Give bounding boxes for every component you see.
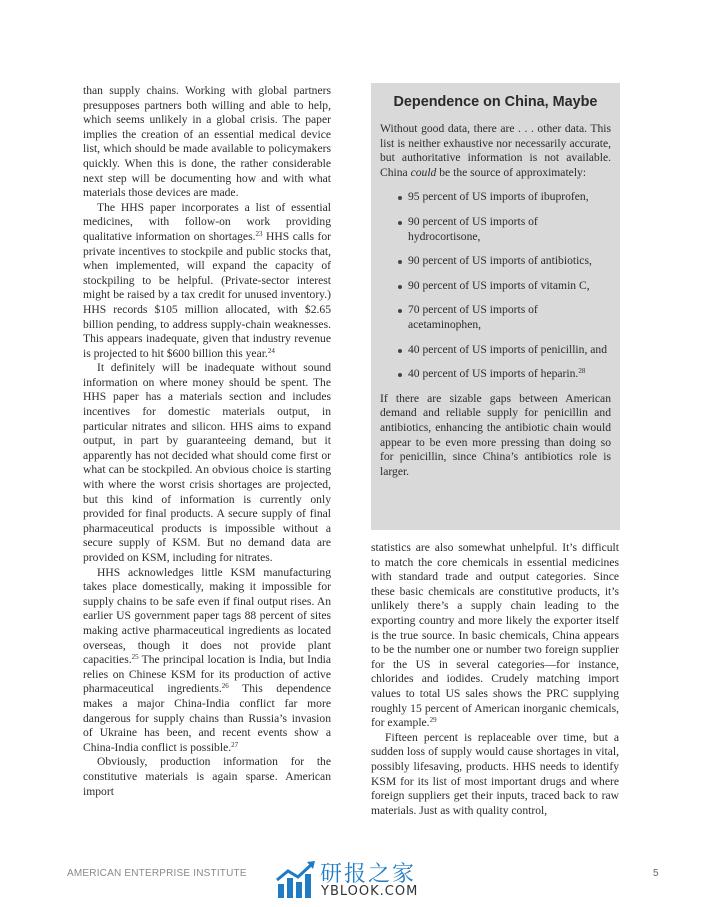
footer-organization: AMERICAN ENTERPRISE INSTITUTE [67,868,247,879]
list-item [399,279,611,294]
footnote-ref[interactable]: 24 [267,346,275,355]
bullet-icon [398,373,402,377]
sidebar-closing: If there are sizable gaps between American demand and reliable supply for penicillin and antibiotics, enhancing the antibiotic chain would appear to be even more pressing than doing so for penicillin, since China’s antibiotics role is larger. [380,391,611,478]
intro-emphasis: could [410,165,437,179]
list-item-text: 90 percent of US imports of hydrocortisone, [408,214,538,243]
left-column [83,84,331,799]
paragraph-text: This dependence makes a major China-India conflict far more dangerous for supply chains than Russia’s invasion of Ukraine has been, and recent events show a China-India conflict is possible. [83,682,331,754]
watermark-logo [276,856,436,902]
list-item [399,303,611,332]
paragraph-text: HHS acknowledges little KSM manufacturing takes place domestically, making it impossible for supply chains to be safe even if final output rises. An earlier US government paper tags 88 percent of sites making active pharmaceutical ingredients as located overseas, though it does not provide plant capacities. [83,565,331,667]
page-number: 5 [653,868,659,879]
footnote-ref[interactable]: 29 [429,716,437,725]
bullet-icon [398,196,402,200]
list-item [399,343,611,358]
bullet-icon [398,285,402,289]
intro-text: Without good data, there are . . . other data. This list is neither exhaustive nor necessarily accurate, but authoritative information is not available. China [380,122,611,179]
watermark-chinese-text: 研报之家 [320,862,417,887]
paragraph-text: It definitely will be inadequate without sound information on where money should be spent. The HHS paper has a materials section and includes incentives for domestic materials output, in particular nitrates and silicon. HHS aims to expand output, in part by guaranteeing demand, but it apparently has not decided what should come first or what can be stockpiled. An obvious choice is starting with where the worst crisis shortages are projected, but this kind of information is currently only provided for final products. A secure supply of final pharmaceutical products is impossible without a secure supply of KSM. But no demand data are provided on KSM, including for nitrates. [83,361,331,564]
list-item-text: 90 percent of US imports of vitamin C, [408,278,590,292]
footnote-ref[interactable]: 26 [221,682,229,691]
paragraph-text: statistics are also somewhat unhelpful. It’s difficult to match the core chemicals in essential medicines with standard trade and output categories. Since these basic chemicals are constitutive products, it’s unlikely there’s a supply chain leading to the exporting country and more likely the exporter itself is the true source. In basic chemicals, China appears to be the number one or number two foreign supplier for the US in several categories—for instance, chlorides and iodides. Crudely matching import values to total US sales shows the PRC supplying roughly 15 percent of American inorganic chemicals, for example. [371,541,619,730]
list-item [399,254,611,269]
bullet-icon [398,260,402,264]
bullet-icon [398,309,402,313]
footnote-ref[interactable]: 27 [231,740,239,749]
intro-text: be the source of approximately: [436,165,587,179]
bar-chart-arrow-icon [276,860,316,898]
paragraph [371,731,619,819]
paragraph-text: The HHS paper incorporates a list of essential medicines, with follow-on work providing qualitative information on shortages. [83,200,331,243]
bullet-icon [398,349,402,353]
paragraph [83,566,331,756]
list-item [399,190,611,205]
paragraph-text: HHS calls for private incentives to stockpile and public stocks that, when implemented, will expand the capacity of stockpiling to be helpful. (Private-sector interest might be raised by a tax credit for unused inventory.) HHS records $105 million allocated, with $2.65 billion pending, to address supply-chain weaknesses. This appears inadequate, given that industry revenue is projected to hit $600 billion this year. [83,229,331,360]
paragraph-text: Fifteen percent is replaceable over time, but a sudden loss of supply would cause shortages in vital, possibly lifesaving, products. HHS needs to identify KSM for its list of most important drugs and where foreign suppliers get their inputs, traced back to raw materials. Just as with quality control, [371,730,619,817]
list-item-text: 70 percent of US imports of acetaminophen, [408,303,538,331]
sidebar-intro [380,122,611,180]
list-item-text: 95 percent of US imports of ibuprofen, [408,190,589,204]
watermark-english-text: YBLOOK.COM [321,884,419,899]
paragraph [83,201,331,362]
sidebar-box [371,83,620,530]
list-item-text: 40 percent of US imports of heparin. [408,367,579,381]
sidebar-list [380,190,611,381]
paragraph-text: The principal location is India, but India relies on Chinese KSM for its production of active pharmaceutical ingredients. [83,653,331,696]
bullet-icon [398,221,402,225]
paragraph [83,84,331,201]
list-item [399,367,611,382]
footnote-ref[interactable]: 25 [131,653,139,662]
paragraph-text: than supply chains. Working with global partners presupposes partners both willing and able to help, which seems unlikely in a global crisis. The paper implies the creation of an essential medical device list, which should be made available to policymakers quickly. When this is done, the rather considerable next step will be documenting how and with what materials those devices are made. [83,84,331,200]
paragraph [371,541,619,731]
list-item [399,215,611,244]
paragraph [83,361,331,565]
footnote-ref[interactable]: 28 [578,367,586,376]
list-item-text: 90 percent of US imports of antibiotics, [408,254,592,268]
footnote-ref[interactable]: 23 [255,229,263,238]
sidebar-title: Dependence on China, Maybe [393,94,598,110]
paragraph-text: Obviously, production information for the constitutive materials is again sparse. American import [83,755,331,798]
right-column [371,541,619,818]
list-item-text: 40 percent of US imports of penicillin, and [408,342,607,356]
paragraph [83,755,331,799]
